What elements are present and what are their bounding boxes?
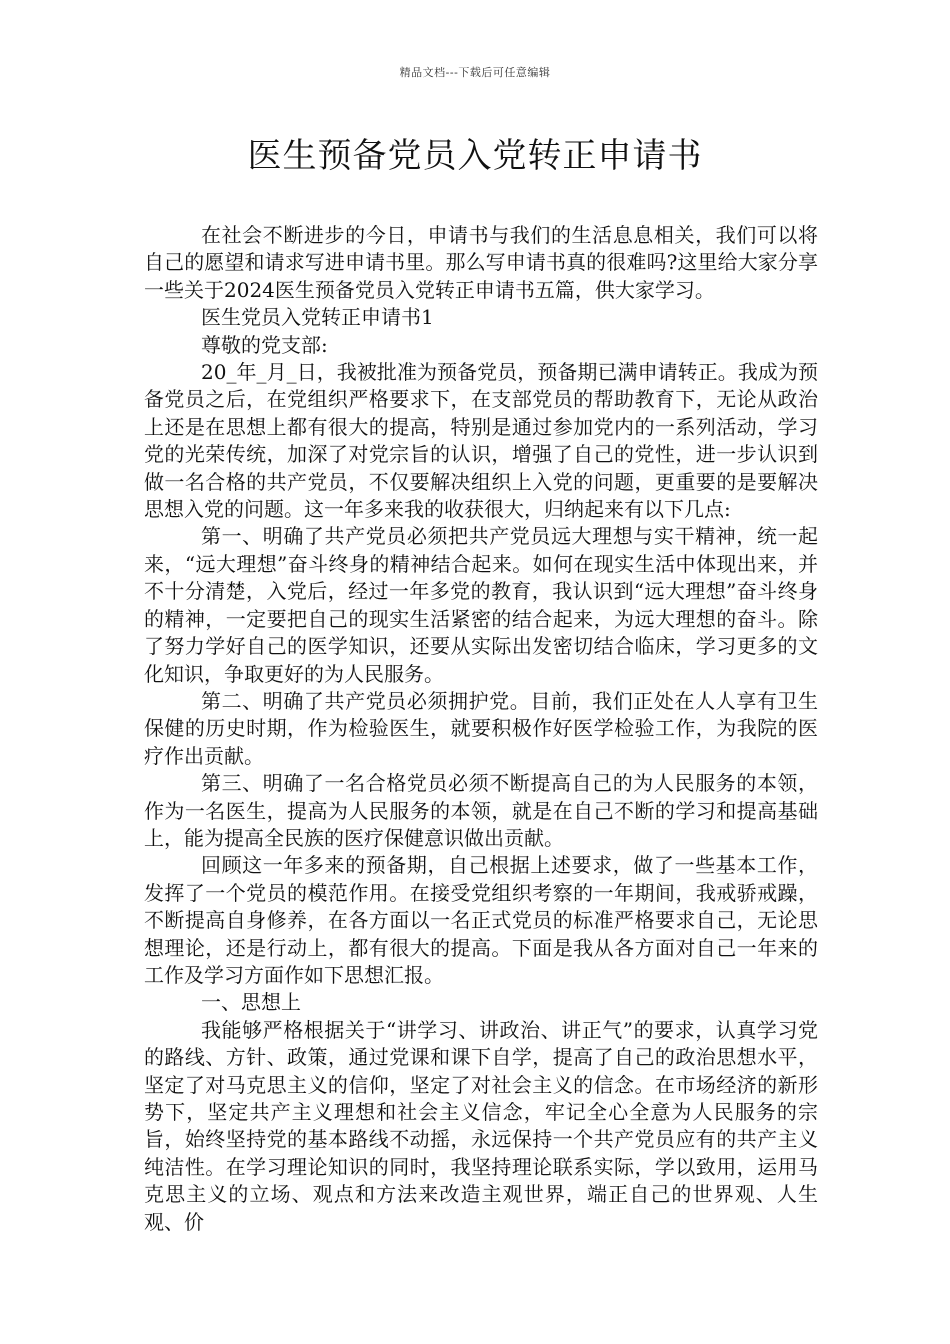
- paragraph: 回顾这一年多来的预备期，自己根据上述要求，做了一些基本工作，发挥了一个党员的模范作用。在接受党组织考察的一年期间，我戒骄戒躁，不断提高自身修养，在各方面以一名正式党员的标准严格要求自己，无论思想理论，还是行动上，都有很大的提高。下面是我从各方面对自己一年来的工作及学习方面作如下思想汇报。: [144, 853, 818, 987]
- salutation: 尊敬的党支部:: [201, 332, 328, 357]
- subsection-heading: 一、思想上: [201, 990, 301, 1015]
- paragraph: 我能够严格根据关于“讲学习、讲政治、讲正气”的要求，认真学习党的路线、方针、政策，通过党课和课下自学，提高了自己的政治思想水平，坚定了对马克思主义的信仰，坚定了对社会主义的信念。在市场经济的新形势下，坚定共产主义理想和社会主义信念，牢记全心全意为人民服务的宗旨，始终坚持党的基本路线不动摇，永远保持一个共产党员应有的共产主义纯洁性。在学习理论知识的同时，我坚持理论联系实际，学以致用，运用马克思主义的立场、观点和方法来改造主观世界，端正自己的世界观、人生观、价: [144, 1017, 818, 1234]
- paragraph: 20_年_月_日，我被批准为预备党员，预备期已满申请转正。我成为预备党员之后，在党组织严格要求下，在支部党员的帮助教育下，无论从政治上还是在思想上都有很大的提高，特别是通过参加党内的一系列活动，学习党的光荣传统，加深了对党宗旨的认识，增强了自己的党性，进一步认识到做一名合格的共产党员，不仅要解决组织上入党的问题，更重要的是要解决思想入党的问题。这一年多来我的收获很大，归纳起来有以下几点:: [144, 360, 818, 522]
- header-note: 精品文档---下载后可任意编辑: [399, 66, 551, 79]
- paragraph: 第二、明确了共产党员必须拥护党。目前，我们正处在人人享有卫生保健的历史时期，作为检验医生，就要积极作好医学检验工作，为我院的医疗作出贡献。: [144, 688, 818, 768]
- paragraph: 第一、明确了共产党员必须把共产党员远大理想与实干精神，统一起来，“远大理想”奋斗终身的精神结合起来。如何在现实生活中体现出来，并不十分清楚，入党后，经过一年多党的教育，我认识到“远大理想”奋斗终身的精神，一定要把自己的现实生活紧密的结合起来，为远大理想的奋斗。除了努力学好自己的医学知识，还要从实际出发密切结合临床，学习更多的文化知识，争取更好的为人民服务。: [144, 524, 818, 686]
- paragraph-intro: 在社会不断进步的今日，申请书与我们的生活息息相关，我们可以将自己的愿望和请求写进申请书里。那么写申请书真的很难吗?这里给大家分享一些关于2024医生预备党员入党转正申请书五篇，供大家学习。: [144, 223, 818, 302]
- paragraph: 第三、明确了一名合格党员必须不断提高自己的为人民服务的本领，作为一名医生，提高为人民服务的本领，就是在自己不断的学习和提高基础上，能为提高全民族的医疗保健意识做出贡献。: [144, 771, 818, 850]
- document-title: 医生预备党员入党转正申请书: [247, 136, 703, 176]
- section-heading: 医生党员入党转正申请书1: [201, 305, 434, 330]
- document-body: [144, 222, 818, 1236]
